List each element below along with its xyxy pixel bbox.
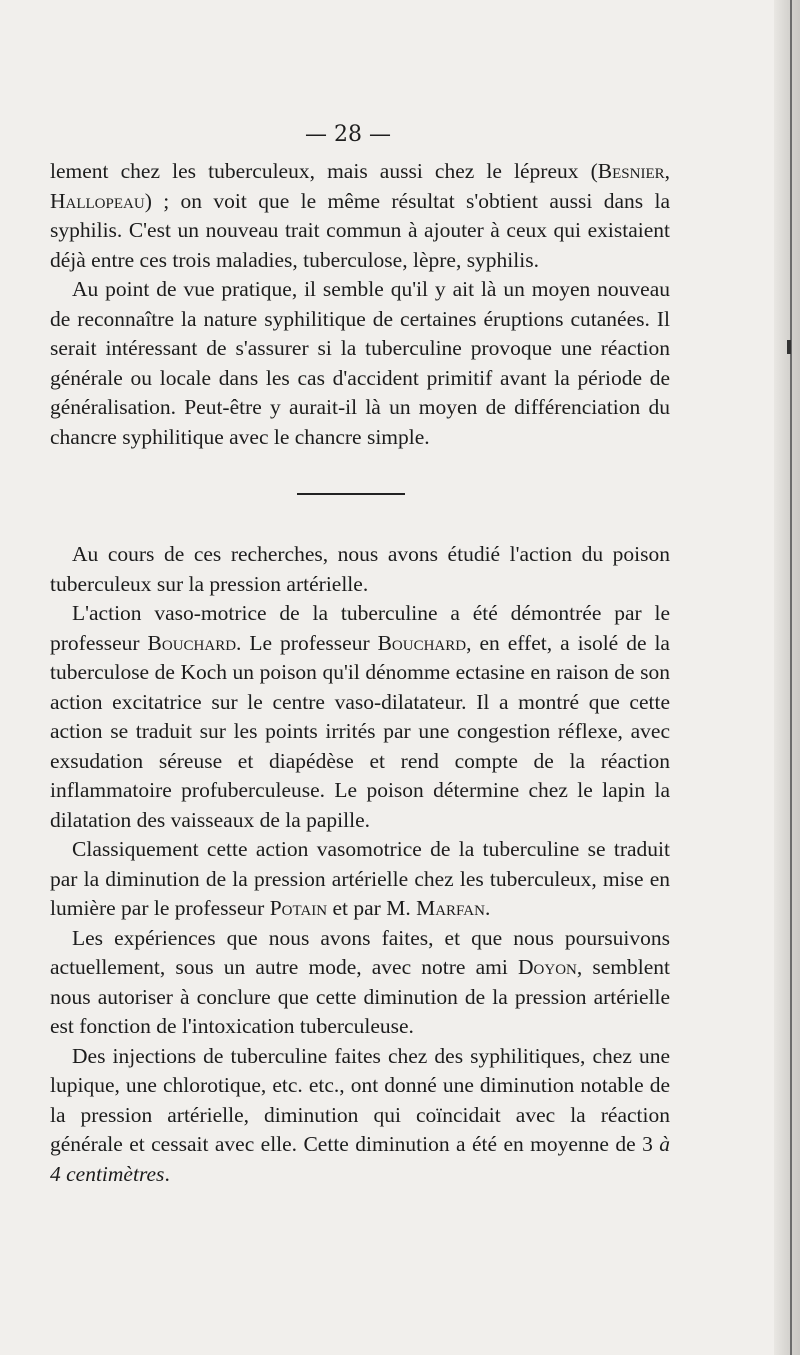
text-run: Les expériences que nous avons faites, et que nous poursuivons actuellement, sous un autre mode, avec notre ami <box>50 925 670 979</box>
paragraph-2-3 <box>50 835 670 924</box>
section-2 <box>50 540 670 1189</box>
text-run: ) ; on voit que le même résultat s'obtient aussi dans la syphilis. C'est un nouveau trait commun à ajouter à ceux qui existaient déjà entre ces trois maladies, tuberculose, lèpre, syphilis. <box>50 188 670 272</box>
author-name: Hallopeau <box>50 188 145 213</box>
text-run: Des injections de tuberculine faites chez des syphilitiques, chez une lupique, une chlorotique, etc. etc., ont donné une diminution notable de la pression artérielle, diminution qui coïncidait avec la réaction générale et cessait avec elle. Cette diminution a été en moyenne de 3 <box>50 1043 670 1156</box>
paragraph-2-5 <box>50 1042 670 1190</box>
page-edge-line <box>790 0 792 1355</box>
author-name: Bouchard <box>147 630 237 655</box>
text-run: , semblent nous autoriser à conclure que cette diminution de la pression artérielle est fonction de l'intoxication tuberculeuse. <box>50 955 671 1038</box>
text-run: et par M. <box>327 896 417 920</box>
edge-mark <box>787 340 791 354</box>
author-name: Bouchard <box>377 630 467 655</box>
author-name: Marfan <box>416 896 485 920</box>
paragraph-2-4 <box>50 924 670 1042</box>
page-edge <box>774 0 800 1355</box>
section-1 <box>50 157 670 452</box>
text-run: . Le professeur <box>236 630 378 655</box>
paragraph-1-2: Au point de vue pratique, il semble qu'il y ait là un moyen nouveau de reconnaître la nature syphilitique de certaines éruptions cutanées. Il serait intéressant de s'assurer si la tuberculine provoque une réaction générale ou locale dans les cas d'accident primitif avant la période de généralisation. Peut-être y aurait-il là un moyen de différenciation du chancre syphilitique avec le chancre simple. <box>50 277 670 449</box>
text-run: Classiquement cette action vasomotrice de la tuberculine se traduit par la diminution de la pression artérielle chez les tuberculeux, mise en lumière par le professeur <box>50 837 670 920</box>
text-run: lement chez les tuberculeux, mais aussi chez le lépreux ( <box>50 159 598 183</box>
text-run: L'action vaso-motrice de la tuberculine a été démontrée par le professeur <box>50 601 670 655</box>
paragraph-2-2 <box>50 599 670 835</box>
text-run: , en effet, a isolé de la tuberculose de Koch un poison qu'il dénomme ectasine en raison de son action excitatrice sur le centre vaso-dilatateur. Il a montré que cette action se traduit sur les points irrités par une congestion réflexe, avec exsudation séreuse et diapédèse et rend compte de la réaction inflammatoire profuberculeuse. Le poison détermine chez le lapin la dilatation des vaisseaux de la papille. <box>50 630 670 832</box>
author-name: Doyon <box>518 955 577 979</box>
text-run: , <box>664 159 670 183</box>
paragraph-1-1 <box>50 157 670 275</box>
text-run: . <box>164 1161 170 1186</box>
paragraph-2-1: Au cours de ces recherches, nous avons étudié l'action du poison tuberculeux sur la pression artérielle. <box>50 542 670 596</box>
page-number: — 28 — <box>305 122 391 147</box>
italic-run: à 4 centimètres <box>50 1132 670 1186</box>
section-divider <box>297 493 405 495</box>
text-run: . <box>484 896 491 920</box>
author-name: Potain <box>269 896 328 920</box>
author-name: Besnier <box>597 159 665 183</box>
